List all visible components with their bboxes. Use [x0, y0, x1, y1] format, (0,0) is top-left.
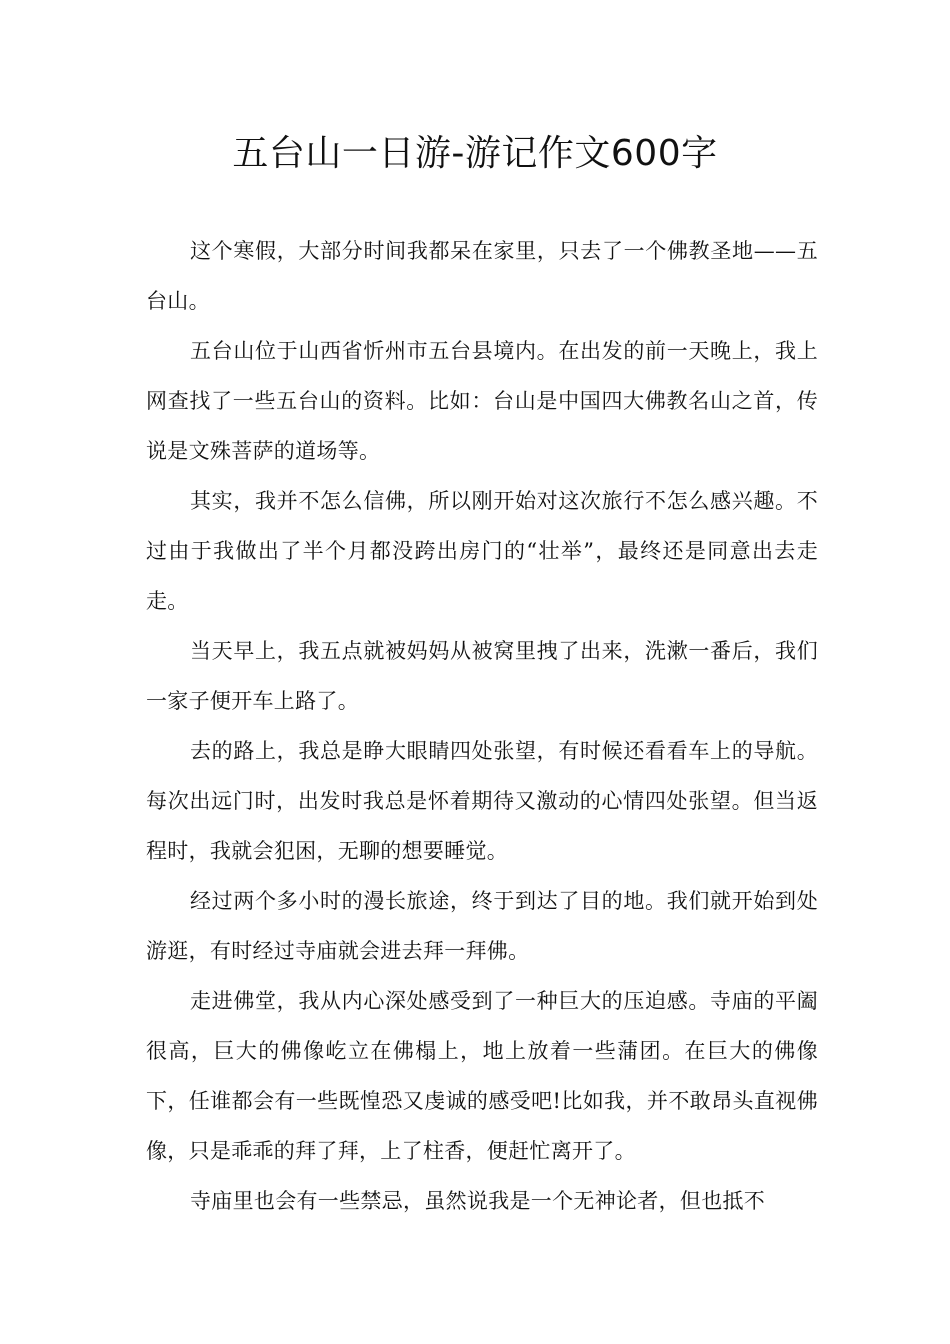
paragraph-6: 经过两个多小时的漫长旅途，终于到达了目的地。我们就开始到处游逛，有时经过寺庙就会进去拜一拜佛。	[146, 889, 818, 963]
document-title: 五台山一日游-游记作文600字	[232, 133, 718, 174]
paragraph-4: 当天早上，我五点就被妈妈从被窝里拽了出来，洗漱一番后，我们一家子便开车上路了。	[146, 639, 818, 713]
paragraph-8: 寺庙里也会有一些禁忌，虽然说我是一个无神论者，但也抵不	[190, 1189, 766, 1213]
paragraph-5: 去的路上，我总是睁大眼睛四处张望，有时候还看看车上的导航。每次出远门时，出发时我总是怀着期待又激动的心情四处张望。但当返程时，我就会犯困，无聊的想要睡觉。	[146, 739, 818, 863]
document-body	[146, 226, 818, 1226]
paragraph-2: 五台山位于山西省忻州市五台县境内。在出发的前一天晚上，我上网查找了一些五台山的资料。比如：台山是中国四大佛教名山之首，传说是文殊菩萨的道场等。	[146, 339, 818, 463]
paragraph-7: 走进佛堂，我从内心深处感受到了一种巨大的压迫感。寺庙的平阖很高，巨大的佛像屹立在佛榻上，地上放着一些蒲团。在巨大的佛像下，任谁都会有一些既惶恐又虔诚的感受吧!比如我，并不敢昂头直视佛像，只是乖乖的拜了拜，上了柱香，便赶忙离开了。	[146, 989, 818, 1163]
paragraph-3: 其实，我并不怎么信佛，所以刚开始对这次旅行不怎么感兴趣。不过由于我做出了半个月都没跨出房门的“壮举”，最终还是同意出去走走。	[146, 489, 818, 613]
paragraph-1: 这个寒假，大部分时间我都呆在家里，只去了一个佛教圣地——五台山。	[146, 239, 818, 313]
